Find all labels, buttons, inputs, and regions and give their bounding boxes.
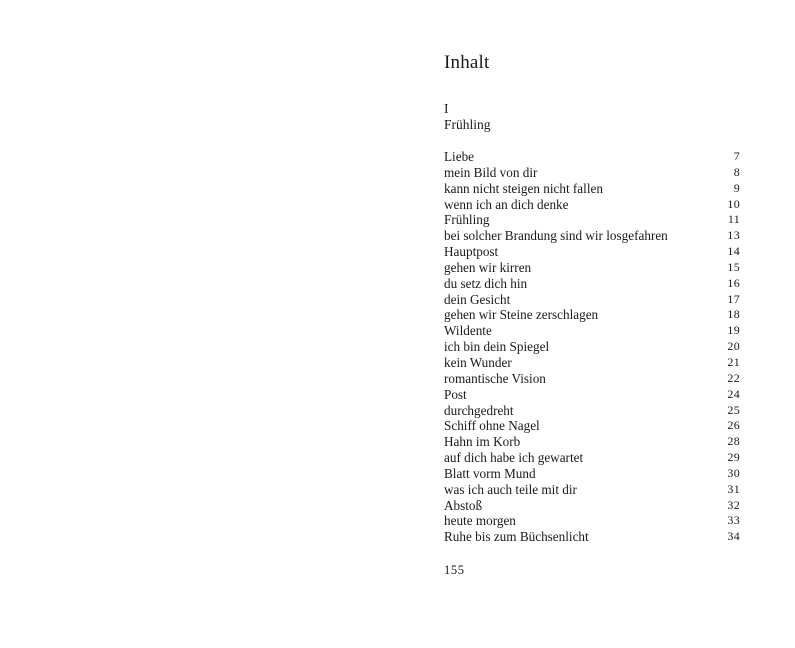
toc-entry-page: 29 <box>727 450 740 465</box>
toc-entry <box>444 355 740 371</box>
toc-entry-title: auf dich habe ich gewartet <box>444 450 584 466</box>
toc-entry-title: gehen wir Steine zerschlagen <box>444 307 599 323</box>
toc-entry <box>444 212 740 228</box>
toc-entry-page: 17 <box>727 291 740 306</box>
toc-entry <box>444 513 740 529</box>
toc-entry <box>444 323 740 339</box>
toc-entry <box>444 181 740 197</box>
toc-entry-page: 22 <box>727 370 740 385</box>
toc-entry-title: Schiff ohne Nagel <box>444 418 540 434</box>
toc-entry-page: 7 <box>733 149 740 163</box>
toc-entry-page: 30 <box>727 465 740 480</box>
toc-entry-page: 26 <box>727 418 740 433</box>
toc-entry-page: 19 <box>727 323 740 338</box>
toc-entry <box>444 450 740 466</box>
page-title: Inhalt <box>444 52 490 73</box>
toc-entry-title: du setz dich hin <box>444 275 528 291</box>
toc-entry-title: durchgedreht <box>444 402 514 418</box>
toc-entry <box>444 276 740 292</box>
toc-entry <box>444 244 740 260</box>
section-title: Frühling <box>444 117 491 132</box>
toc-entry <box>444 260 740 276</box>
toc-entry-page: 9 <box>733 180 740 195</box>
toc-entry-page: 15 <box>727 259 740 274</box>
toc-entry-page: 21 <box>727 354 740 369</box>
toc-entry-title: wenn ich an dich denke <box>444 196 569 212</box>
section-heading <box>444 101 491 133</box>
toc-entry <box>444 149 740 165</box>
toc-entry-title: Hahn im Korb <box>444 434 521 450</box>
toc-entry-page: 20 <box>727 339 740 354</box>
toc-entry-title: gehen wir kirren <box>444 259 532 275</box>
page-number: 155 <box>444 563 465 577</box>
toc-entry-page: 16 <box>727 275 740 290</box>
toc-entry <box>444 307 740 323</box>
toc-entry-title: ich bin dein Spiegel <box>444 339 550 355</box>
toc-entry-page: 28 <box>727 434 740 449</box>
toc-entry-title: bei solcher Brandung sind wir losgefahren <box>444 228 668 244</box>
toc-entry <box>444 434 740 450</box>
toc-entry <box>444 371 740 387</box>
toc-entry-title: Hauptpost <box>444 244 499 260</box>
toc-entry <box>444 466 740 482</box>
toc-entry-page: 11 <box>727 212 740 227</box>
toc-entry-page: 33 <box>727 513 740 528</box>
toc-entry <box>444 197 740 213</box>
toc-entry-title: Ruhe bis zum Büchsenlicht <box>444 529 589 545</box>
toc-entry <box>444 403 740 419</box>
toc-entry-title: Frühling <box>444 212 490 228</box>
toc-entry-title: kann nicht steigen nicht fallen <box>444 180 603 196</box>
toc-entry-title: Blatt vorm Mund <box>444 465 536 481</box>
toc-entry-title: Post <box>444 386 467 402</box>
toc-entry-page: 13 <box>727 228 740 243</box>
toc-entry-page: 34 <box>727 529 740 544</box>
toc-entry-title: Liebe <box>444 149 475 164</box>
toc-entry <box>444 228 740 244</box>
table-of-contents <box>444 149 740 545</box>
toc-entry-page: 14 <box>727 244 740 259</box>
toc-entry-page: 10 <box>727 196 740 211</box>
toc-entry <box>444 387 740 403</box>
toc-entry-title: mein Bild von dir <box>444 164 538 180</box>
toc-entry-title: heute morgen <box>444 513 516 529</box>
toc-entry-title: dein Gesicht <box>444 291 511 307</box>
toc-entry <box>444 165 740 181</box>
toc-entry <box>444 482 740 498</box>
toc-entry-page: 24 <box>727 386 740 401</box>
toc-entry <box>444 529 740 545</box>
toc-entry-title: romantische Vision <box>444 370 546 386</box>
section-number: I <box>444 101 449 116</box>
toc-entry <box>444 292 740 308</box>
toc-entry-page: 25 <box>727 402 740 417</box>
toc-entry-page: 18 <box>727 307 740 322</box>
toc-entry-title: Abstoß <box>444 497 483 513</box>
toc-entry <box>444 418 740 434</box>
toc-entry-page: 31 <box>727 481 740 496</box>
toc-entry-page: 8 <box>733 164 740 179</box>
toc-entry-page: 32 <box>727 497 740 512</box>
toc-entry-title: kein Wunder <box>444 354 512 370</box>
toc-entry-title: Wildente <box>444 323 492 339</box>
toc-entry <box>444 339 740 355</box>
toc-entry <box>444 498 740 514</box>
toc-entry-title: was ich auch teile mit dir <box>444 481 577 497</box>
